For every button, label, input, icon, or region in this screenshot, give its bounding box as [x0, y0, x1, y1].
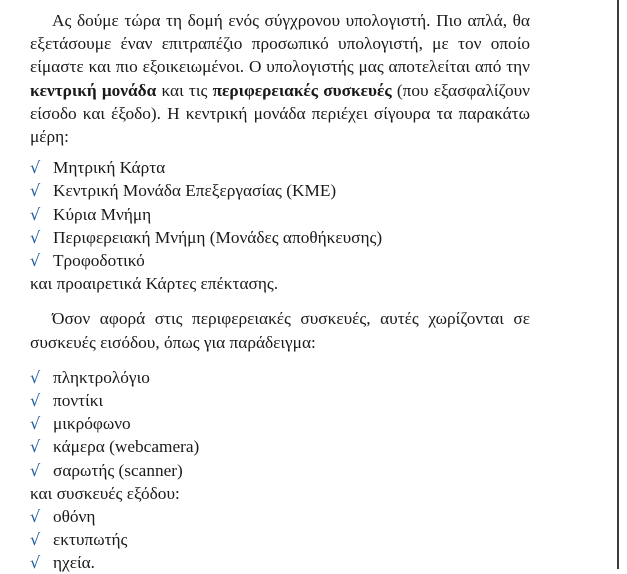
intro-bold-peripherals: περιφερειακές συσκευές	[212, 80, 392, 100]
list-item	[30, 226, 530, 249]
intro-bold-central-unit: κεντρική μονάδα	[30, 80, 157, 100]
intro-paragraph	[30, 9, 530, 148]
central-unit-parts-list	[30, 156, 530, 272]
list-item	[30, 459, 530, 482]
list-item-label: σαρωτής (scanner)	[53, 460, 183, 480]
list-item-label: ποντίκι	[53, 390, 104, 410]
checkmark-icon: √	[30, 204, 41, 224]
peripherals-text: Όσον αφορά στις περιφερειακές συσκευές, αυτές χωρίζονται σε συσκευές εισόδου, όπως για παράδειγμα:	[30, 309, 530, 352]
list-item	[30, 366, 530, 389]
list-item-label: μικρόφωνο	[53, 414, 131, 434]
checkmark-icon: √	[30, 437, 41, 457]
list-item-label: εκτυπωτής	[53, 530, 128, 550]
checkmark-icon: √	[30, 158, 41, 178]
intro-text-2: και τις	[156, 80, 213, 100]
checkmark-icon: √	[30, 367, 41, 387]
list-item	[30, 389, 530, 412]
intro-text-3: (που εξασφαλίζουν είσοδο και έξοδο). Η κεντρική μονάδα περιέχει σίγουρα τα παρακάτω μέρη:	[30, 80, 530, 147]
list-item	[30, 528, 530, 551]
checkmark-icon: √	[30, 506, 41, 526]
list-item-label: Μητρική Κάρτα	[53, 158, 166, 178]
list-item	[30, 551, 530, 574]
checkmark-icon: √	[30, 227, 41, 247]
checkmark-icon: √	[30, 181, 41, 201]
output-devices-intro: και συσκευές εξόδου:	[30, 483, 180, 503]
list-item	[30, 156, 530, 179]
list-item-label: Κύρια Μνήμη	[53, 204, 152, 224]
document-page	[30, 9, 530, 574]
list-item	[30, 412, 530, 435]
list-item-label: οθόνη	[53, 506, 96, 526]
list-item-label: πληκτρολόγιο	[53, 367, 150, 387]
list-item-label: Περιφερειακή Μνήμη (Μονάδες αποθήκευσης)	[53, 227, 383, 247]
checkmark-icon: √	[30, 553, 41, 573]
list-item-label: Τροφοδοτικό	[53, 250, 145, 270]
checkmark-icon: √	[30, 460, 41, 480]
intro-text-1: Ας δούμε τώρα τη δομή ενός σύγχρονου υπολογιστή. Πιο απλά, θα εξετάσουμε έναν επιτραπέζιο προσωπικό υπολογιστή, με τον οποίο είμαστε και πιο εξοικειωμένοι. Ο υπολογιστής μας αποτελείται από την	[30, 11, 530, 77]
list-item	[30, 203, 530, 226]
list-item	[30, 179, 530, 202]
list-item	[30, 505, 530, 528]
list-item-label: Κεντρική Μονάδα Επεξεργασίας (ΚΜΕ)	[53, 181, 337, 201]
peripherals-paragraph	[30, 307, 530, 353]
checkmark-icon: √	[30, 250, 41, 270]
list-item-label: κάμερα (webcamera)	[53, 437, 200, 457]
checkmark-icon: √	[30, 530, 41, 550]
page-edge-rule	[617, 0, 619, 569]
optional-expansion-line: και προαιρετικά Κάρτες επέκτασης.	[30, 274, 279, 294]
list-item-label: ηχεία.	[53, 553, 95, 573]
checkmark-icon: √	[30, 390, 41, 410]
input-devices-list	[30, 366, 530, 482]
output-devices-list	[30, 505, 530, 574]
checkmark-icon: √	[30, 414, 41, 434]
list-item	[30, 435, 530, 458]
list-item	[30, 249, 530, 272]
